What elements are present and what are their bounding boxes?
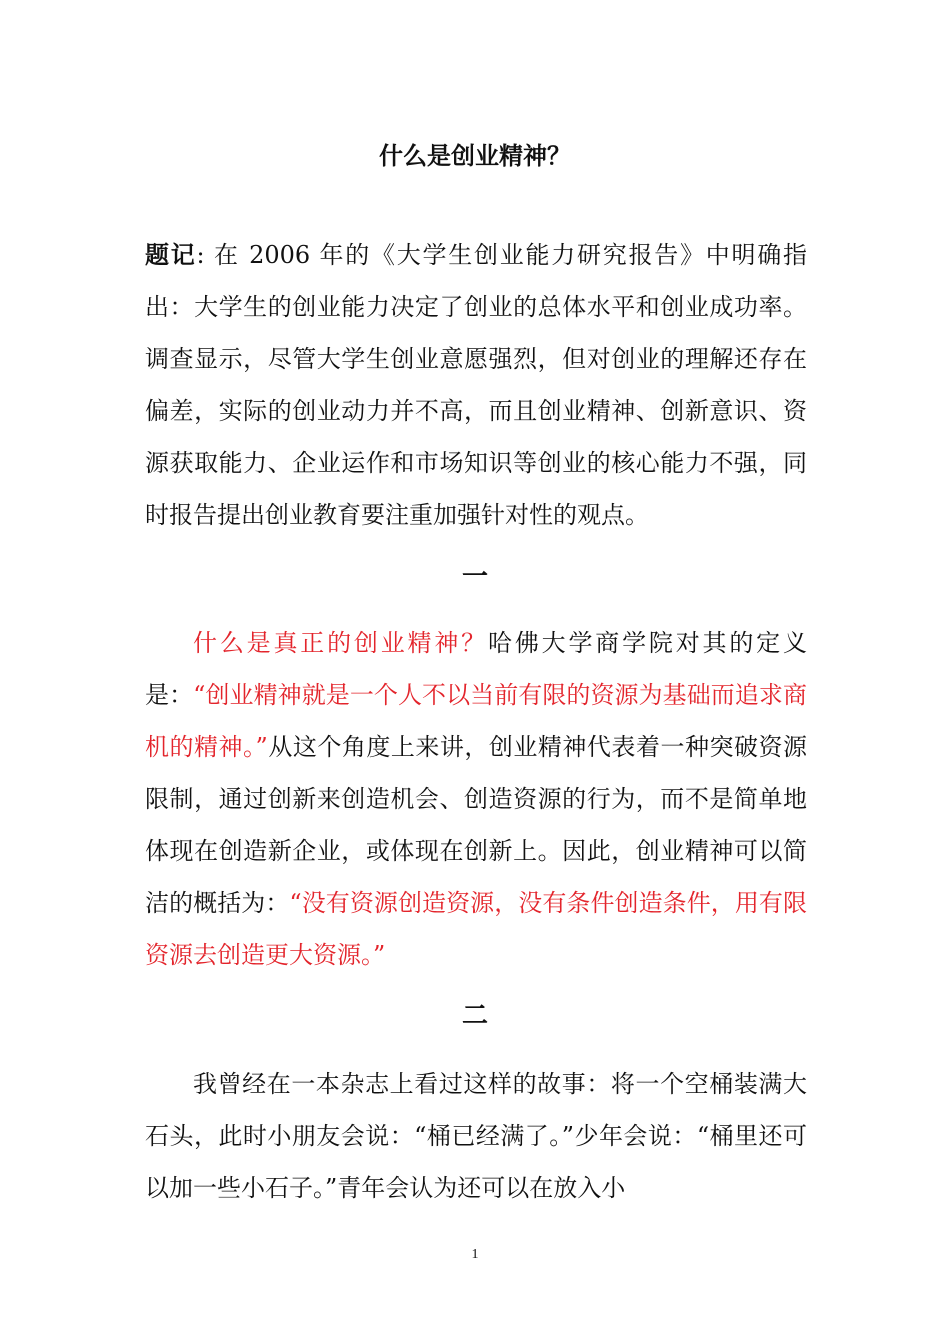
section1-definition-quote: “创业精神就是一个人不以当前有限的资源为基础而追求商机的精神。” (145, 681, 807, 761)
section1-text-1: 哈佛大学商学院对其的定义是： (145, 629, 807, 709)
epigraph-text: 在 2006 年的《大学生创业能力研究报告》中明确指出：大学生的创业能力决定了创业的总体水平和创业成功率。调查显示，尽管大学生创业意愿强烈，但对创业的理解还存在偏差，实际的创业动力并不高，而且创业精神、创新意识、资源获取能力、企业运作和市场知识等创业的核心能力不强，同时报告提出创业教育要注重加强针对性的观点。 (145, 241, 807, 529)
epigraph-label: 题记 (145, 240, 197, 269)
section1-question: 什么是真正的创业精神？ (193, 629, 488, 657)
section-heading-2: 二 (461, 1001, 488, 1031)
epigraph-separator: : (196, 241, 214, 269)
epigraph-paragraph (145, 229, 807, 541)
section1-summary-quote: “没有资源创造资源，没有条件创造条件，用有限资源去创造更大资源。” (145, 889, 807, 969)
section1-paragraph (145, 617, 807, 981)
page-title: 什么是创业精神？ (379, 142, 571, 170)
page-number: 1 (471, 1247, 479, 1262)
section-heading-1: 一 (461, 562, 488, 592)
section2-paragraph: 我曾经在一本杂志上看过这样的故事：将一个空桶装满大石头，此时小朋友会说：“桶已经满了。”少年会说：“桶里还可以加一些小石子。”青年会认为还可以在放入小 (145, 1070, 807, 1202)
section1-text-2: 从这个角度上来讲，创业精神代表着一种突破资源限制，通过创新来创造机会、创造资源的行为，而不是简单地体现在创造新企业，或体现在创新上。因此，创业精神可以简洁的概括为： (145, 733, 807, 917)
